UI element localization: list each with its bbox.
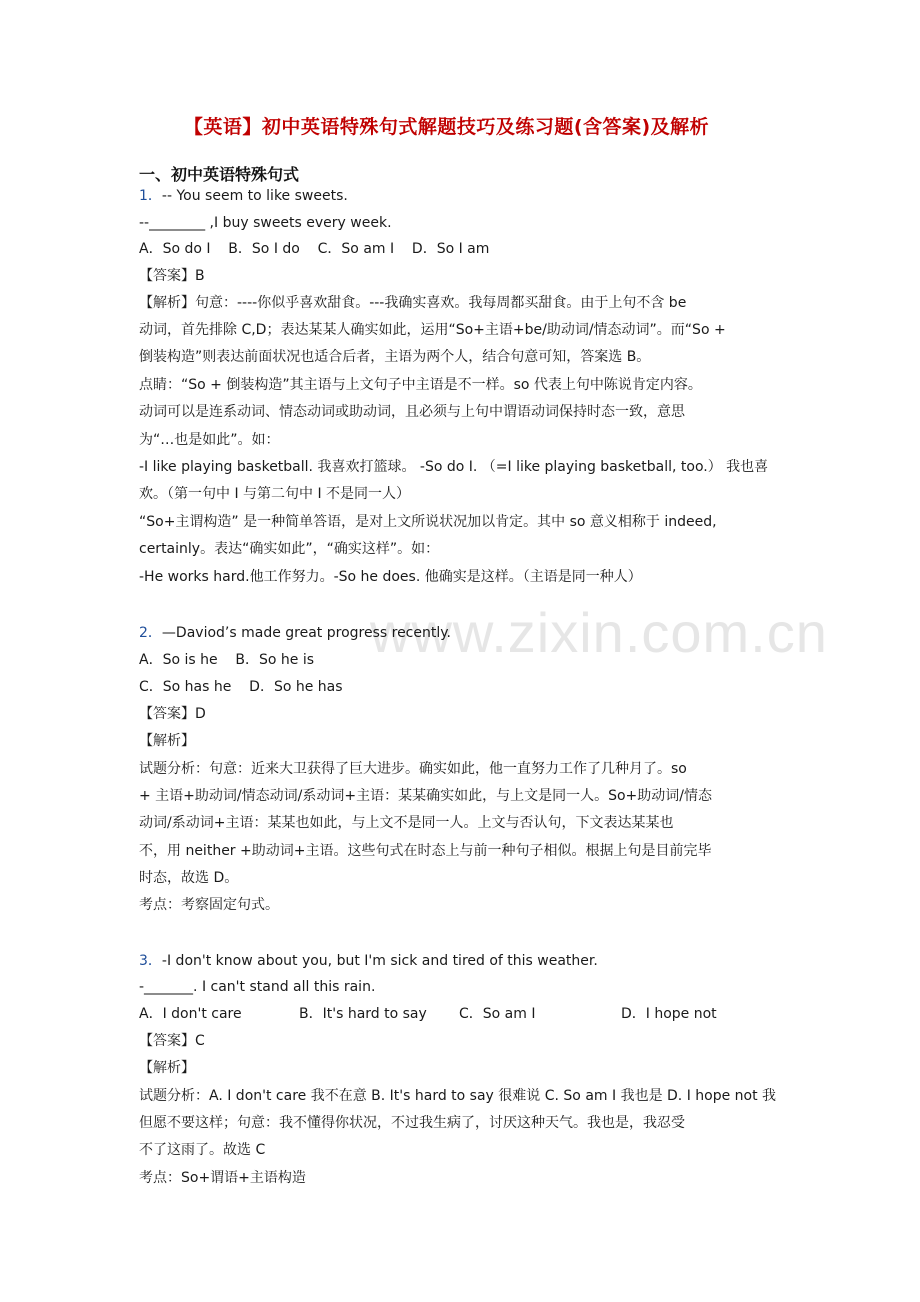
q2-stem-line (139, 623, 451, 643)
q1-explanation-7: -I like playing basketball. 我喜欢打篮球。 -So do I. （=I like playing basketball, too.） 我也喜 (139, 459, 769, 475)
q2-options-1: A．So is he B．So he is (139, 652, 315, 668)
q2-options-2: C．So has he D．So he has (139, 679, 343, 695)
q3-point: 考点：So+谓语+主语构造 (139, 1170, 306, 1186)
q2-explanation-1: 试题分析：句意：近来大卫获得了巨大进步。确实如此，他一直努力工作了几种月了。so (139, 761, 687, 777)
page-title: 【英语】初中英语特殊句式解题技巧及练习题(含答案)及解析 (183, 116, 710, 138)
q1-explanation-10: certainly。表达“确实如此”，“确实这样”。如： (139, 541, 440, 557)
q1-explanation-5: 动词可以是连系动词、情态动词或助动词，且必须与上句中谓语动词保持时态一致，意思 (139, 404, 685, 420)
q1-explanation-11: -He works hard.他工作努力。-So he does. 他确实是这样。（主语是同一种人） (139, 569, 642, 585)
q3-line2: -_______. I can't stand all this rain. (139, 979, 376, 995)
q3-option-b: B．It's hard to say (299, 1006, 427, 1022)
q1-line2: --________ ,I buy sweets every week. (139, 215, 392, 231)
q2-explanation-3: 动词/系动词+主语：某某也如此，与上文不是同一人。上文与否认句，下文表达某某也 (139, 815, 674, 831)
q3-stem-line (139, 951, 598, 971)
q1-number: 1． (139, 188, 162, 204)
q1-stem-line (139, 186, 348, 206)
q1-explanation-4: 点睛：“So + 倒装构造”其主语与上文句子中主语是不一样。so 代表上句中陈说肯定内容。 (139, 377, 702, 393)
q3-analysis-label: 【解析】 (139, 1060, 195, 1076)
q1-stem: -- You seem to like sweets. (161, 188, 348, 204)
q2-explanation-5: 时态，故选 D。 (139, 870, 239, 886)
q1-explanation-1: 【解析】句意：----你似乎喜欢甜食。---我确实喜欢。我每周都买甜食。由于上句不含 be (139, 295, 687, 311)
q2-analysis-label: 【解析】 (139, 733, 195, 749)
q3-explanation-2: 但愿不要这样；句意：我不懂得你状况，不过我生病了，讨厌这种天气。我也是，我忍受 (139, 1115, 685, 1131)
q3-explanation-1: 试题分析：A. I don't care 我不在意 B. It's hard to say 很难说 C. So am I 我也是 D. I hope not 我 (139, 1088, 777, 1104)
q1-explanation-9: “So+主谓构造” 是一种简单答语，是对上文所说状况加以肯定。其中 so 意义相称于 indeed, (139, 514, 717, 530)
q1-options: A．So do I B．So I do C．So am I D．So I am (139, 241, 490, 257)
section-heading: 一、初中英语特殊句式 (139, 165, 300, 184)
q3-option-a: A．I don't care (139, 1006, 242, 1022)
watermark: www.zixin.com.cn (370, 601, 828, 664)
q2-number: 2． (139, 625, 162, 641)
q3-stem: -I don't know about you, but I'm sick and tired of this weather. (161, 953, 598, 969)
q1-explanation-8: 欢。（第一句中 I 与第二句中 I 不是同一人） (139, 486, 411, 502)
q2-point: 考点：考察固定句式。 (139, 897, 279, 913)
q1-explanation-6: 为“…也是如此”。如： (139, 432, 280, 448)
q3-explanation-3: 不了这雨了。故选 C (139, 1142, 266, 1158)
q1-explanation-3: 倒装构造”则表达前面状况也适合后者，主语为两个人，结合句意可知，答案选 B。 (139, 349, 651, 365)
q1-explanation-2: 动词，首先排除 C,D；表达某某人确实如此，运用“So+主语+be/助动词/情态动词”。而“So + (139, 322, 726, 338)
q3-option-d: D．I hope not (621, 1006, 717, 1022)
q1-answer: 【答案】B (139, 268, 205, 284)
q2-answer: 【答案】D (139, 706, 206, 722)
q3-option-c: C．So am I (459, 1006, 536, 1022)
q2-stem: —Daviod’s made great progress recently. (161, 625, 451, 641)
q3-answer: 【答案】C (139, 1033, 205, 1049)
q3-number: 3． (139, 953, 162, 969)
q2-explanation-2: + 主语+助动词/情态动词/系动词+主语：某某确实如此，与上文是同一人。So+助动词/情态 (139, 788, 712, 804)
q2-explanation-4: 不，用 neither +助动词+主语。这些句式在时态上与前一种句子相似。根据上句是目前完毕 (139, 843, 712, 859)
